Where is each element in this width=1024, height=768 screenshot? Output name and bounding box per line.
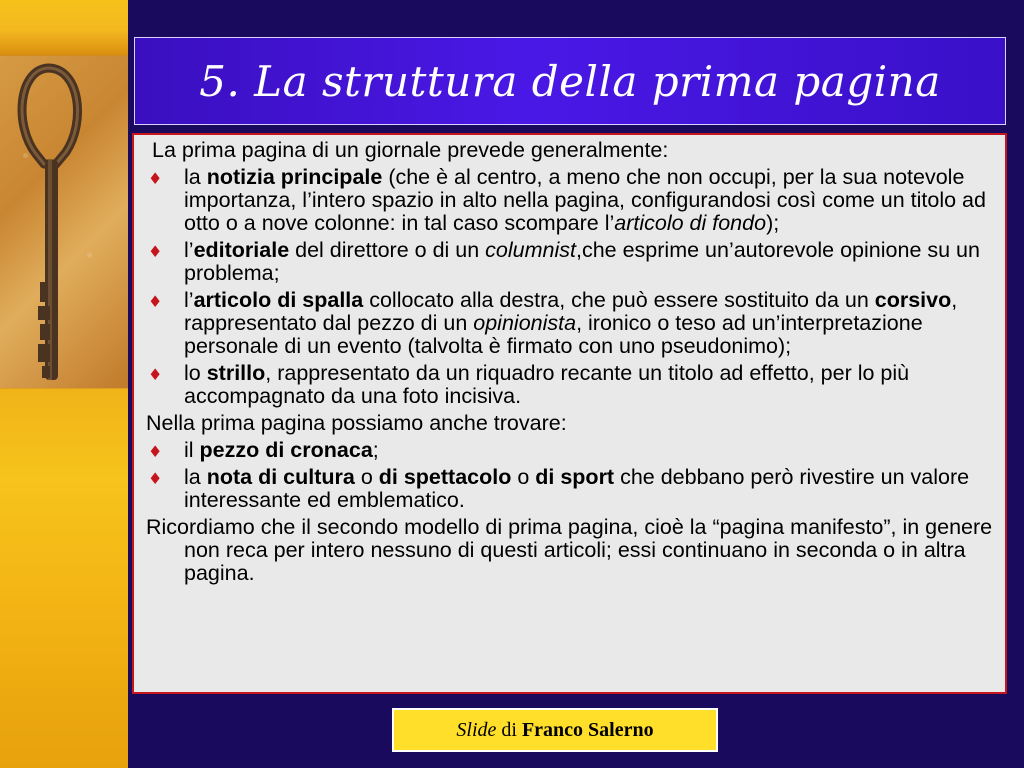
item-bold: nota di cultura	[206, 465, 355, 489]
diamond-bullet-icon: ♦	[148, 365, 163, 384]
list-item	[146, 166, 997, 235]
title-banner	[134, 37, 1006, 125]
item-bold: editoriale	[193, 238, 290, 262]
item-bold: strillo	[206, 361, 266, 385]
item-bold: notizia principale	[206, 165, 383, 189]
footer-credit	[392, 708, 718, 752]
content-panel	[132, 133, 1007, 694]
left-decor-band	[0, 0, 128, 768]
item-text: che debbano però rivestire un valore interessante ed emblematico.	[184, 465, 970, 512]
item-text: ;	[372, 438, 379, 462]
list-item	[146, 289, 997, 358]
item-text: collocato alla destra, che può essere sostituito da un	[363, 288, 875, 312]
list-item	[146, 439, 997, 462]
footer-slide-label: Slide	[456, 718, 497, 741]
diamond-bullet-icon: ♦	[148, 292, 163, 311]
item-text: , rappresentato dal pezzo di un	[184, 288, 958, 335]
list-item	[146, 362, 997, 408]
item-bold: articolo di spalla	[193, 288, 364, 312]
diamond-bullet-icon: ♦	[148, 442, 163, 461]
intro-text: La prima pagina di un giornale prevede generalmente:	[152, 138, 669, 162]
item-text: l’	[184, 238, 194, 262]
closing-text: Ricordiamo che il secondo modello di prima pagina, cioè la “pagina manifesto”, in genere non reca per intero nessuno di questi articoli; essi continuano in seconda o in altra pagina.	[146, 515, 993, 585]
diamond-bullet-icon: ♦	[148, 242, 163, 261]
item-bold: di sport	[535, 465, 615, 489]
item-bold: corsivo	[874, 288, 952, 312]
item-bold: pezzo di cronaca	[199, 438, 373, 462]
item-text: lo	[184, 361, 207, 385]
item-text: , rappresentato da un riquadro recante un titolo ad effetto, per lo più accompagnato da una foto incisiva.	[184, 361, 910, 408]
item-text: la	[184, 465, 207, 489]
item-text: (che è al centro, a meno che non occupi, per la sua notevole importanza, l’intero spazio in alto nella pagina, configurandosi così come un titolo ad otto o a nove colonne: in tal caso scompare l’	[184, 165, 986, 235]
list-item	[146, 239, 997, 285]
footer-author: Franco Salerno	[521, 718, 654, 741]
middle-text: Nella prima pagina possiamo anche trovare:	[146, 411, 567, 435]
item-text: o	[354, 465, 379, 489]
antique-key-photo-icon	[0, 56, 128, 388]
slide-title: 5. La struttura della prima pagina	[199, 56, 941, 106]
item-text: , ironico o teso ad un’interpretazione personale di un evento (talvolta è firmato con uno pseudonimo);	[184, 311, 923, 358]
item-italic: opinionista	[473, 311, 577, 335]
diamond-bullet-icon: ♦	[148, 169, 163, 188]
list-item	[146, 466, 997, 512]
item-text: ,che esprime un’autorevole opinione su un problema;	[184, 238, 980, 285]
item-text: la	[184, 165, 207, 189]
item-bold: di spettacolo	[378, 465, 512, 489]
item-text: del direttore o di un	[289, 238, 486, 262]
item-text: l’	[184, 288, 194, 312]
item-text: il	[184, 438, 200, 462]
footer-di: di	[496, 718, 522, 741]
item-italic: articolo di fondo	[614, 211, 767, 235]
item-text: o	[511, 465, 536, 489]
item-text: );	[766, 211, 780, 235]
diamond-bullet-icon: ♦	[148, 469, 163, 488]
item-italic: columnist	[485, 238, 576, 262]
